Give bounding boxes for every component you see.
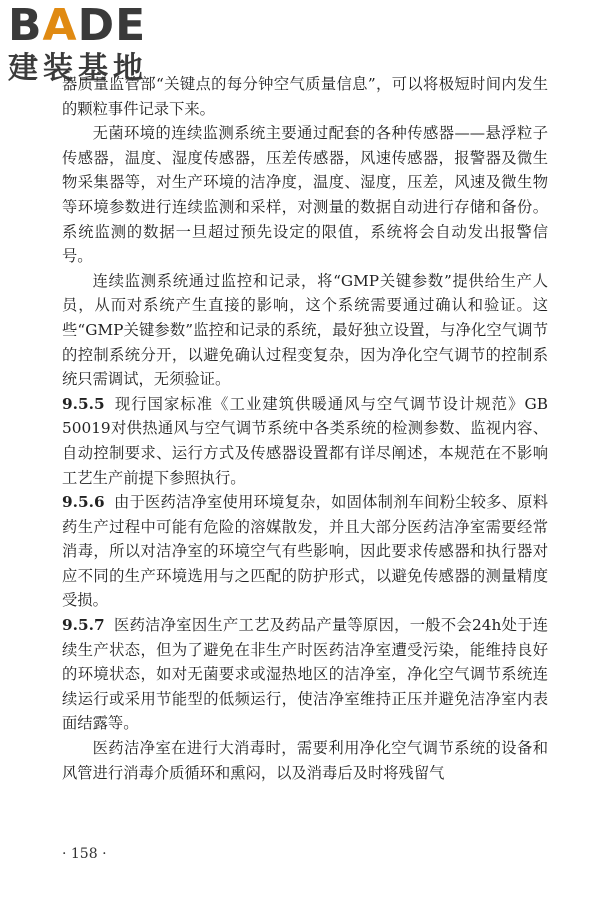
bade-logo xyxy=(8,2,178,90)
document-body xyxy=(62,72,548,785)
logo-subtitle: 建装基地 xyxy=(8,51,148,86)
page-number: · 158 · xyxy=(62,846,107,862)
clause-text: 现行国家标准《工业建筑供暖通风与空气调节设计规范》GB 50019对供热通风与空气调节系统中各类系统的检测参数、监视内容、自动控制要求、运行方式及传感器设置都有详尽阐述，本规范在不影响工艺生产前提下参照执行。 xyxy=(62,394,548,487)
logo-wordmark: BADE xyxy=(8,0,147,51)
clause-number: 9.5.5 xyxy=(62,394,105,413)
clause-paragraph xyxy=(62,392,548,490)
clause-paragraph xyxy=(62,613,548,736)
body-paragraph: 医药洁净室在进行大消毒时，需要利用净化空气调节系统的设备和风管进行消毒介质循环和熏闷，以及消毒后及时将残留气 xyxy=(62,739,548,782)
clause-text: 医药洁净室因生产工艺及药品产量等原因，一般不会24h处于连续生产状态，但为了避免在非生产时医药洁净室遭受污染，能维持良好的环境状态，如对无菌要求或湿热地区的洁净室，净化空气调节系统连续运行或采用节能型的低频运行，使洁净室维持正压并避免洁净室内表面结露等。 xyxy=(62,616,548,733)
clause-number: 9.5.7 xyxy=(62,616,105,635)
body-paragraph: 无菌环境的连续监测系统主要通过配套的各种传感器——悬浮粒子传感器，温度、湿度传感器，压差传感器，风速传感器，报警器及微生物采集器等，对生产环境的洁净度，温度、湿度，压差，风速及微生物等环境参数进行连续监测和采样，对测量的数据自动进行存储和备份。系统监测的数据一旦超过预先设定的限值，系统将会自动发出报警信号。 xyxy=(62,124,548,266)
clause-number: 9.5.6 xyxy=(62,493,105,512)
clause-paragraph xyxy=(62,490,548,613)
continued-paragraph: 器质量监管部“关键点的每分钟空气质量信息”，可以将极短时间内发生的颗粒事件记录下来。 xyxy=(62,75,548,118)
clause-text: 由于医药洁净室使用环境复杂，如固体制剂车间粉尘较多、原料药生产过程中可能有危险的溶媒散发，并且大部分医药洁净室需要经常消毒，所以对洁净室的环境空气有些影响，因此要求传感器和执行器对应不同的生产环境选用与之匹配的防护形式，以避免传感器的测量精度受损。 xyxy=(62,493,548,610)
body-paragraph: 连续监测系统通过监控和记录，将“GMP关键参数”提供给生产人员，从而对系统产生直接的影响，这个系统需要通过确认和验证。这些“GMP关键参数”监控和记录的系统，最好独立设置，与净化空气调节的控制系统分开，以避免确认过程变复杂，因为净化空气调节的控制系统只需调试，无须验证。 xyxy=(62,271,548,389)
